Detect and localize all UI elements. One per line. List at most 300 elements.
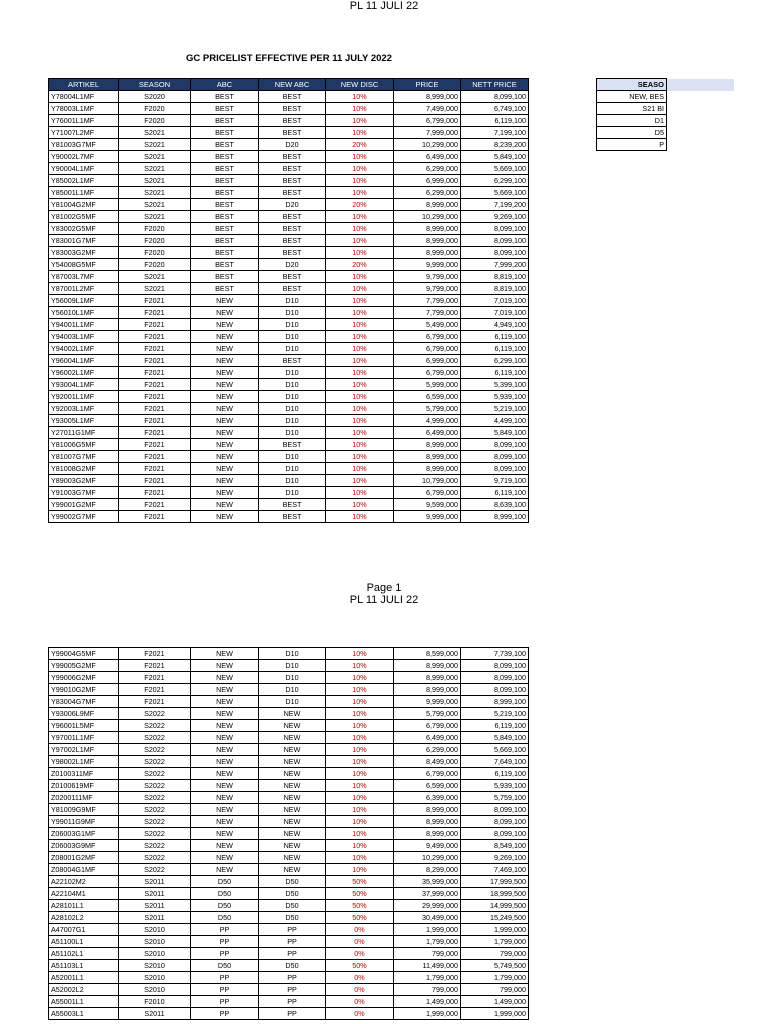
new-disc-cell: 0% <box>326 948 394 960</box>
new-abc-cell: NEW <box>259 864 326 876</box>
season-cell: F2021 <box>119 475 191 487</box>
table-row <box>49 696 529 708</box>
new-abc-cell: D10 <box>259 379 326 391</box>
side-row <box>597 139 735 151</box>
new-abc-cell: NEW <box>259 840 326 852</box>
season-cell: S2021 <box>119 187 191 199</box>
artikel-cell: Y94002L1MF <box>49 343 119 355</box>
artikel-cell: Y81003G7MF <box>49 139 119 151</box>
abc-cell: PP <box>191 984 259 996</box>
artikel-cell: Y96001L5MF <box>49 720 119 732</box>
new-disc-cell: 10% <box>326 319 394 331</box>
nett-price-cell: 5,669,100 <box>461 187 529 199</box>
nett-price-cell: 8,999,100 <box>461 696 529 708</box>
table-row <box>49 151 529 163</box>
table-row <box>49 888 529 900</box>
price-cell: 8,999,000 <box>394 660 461 672</box>
table-row <box>49 391 529 403</box>
new-abc-cell: PP <box>259 972 326 984</box>
price-cell: 8,999,000 <box>394 247 461 259</box>
price-cell: 8,999,000 <box>394 235 461 247</box>
new-abc-cell: BEST <box>259 103 326 115</box>
abc-cell: PP <box>191 996 259 1008</box>
table-row <box>49 780 529 792</box>
season-cell: F2021 <box>119 660 191 672</box>
new-abc-cell: D10 <box>259 307 326 319</box>
new-abc-cell: D10 <box>259 331 326 343</box>
new-abc-cell: D10 <box>259 696 326 708</box>
season-cell: S2020 <box>119 91 191 103</box>
season-cell: F2020 <box>119 223 191 235</box>
nett-price-cell: 5,219,100 <box>461 403 529 415</box>
new-disc-cell: 10% <box>326 235 394 247</box>
artikel-cell: A55003L1 <box>49 1008 119 1020</box>
table-row <box>49 864 529 876</box>
table-row <box>49 984 529 996</box>
nett-price-cell: 7,649,100 <box>461 756 529 768</box>
new-disc-cell: 10% <box>326 427 394 439</box>
new-abc-cell: BEST <box>259 223 326 235</box>
nett-price-cell: 7,469,100 <box>461 864 529 876</box>
new-abc-cell: BEST <box>259 271 326 283</box>
price-cell: 8,999,000 <box>394 439 461 451</box>
abc-cell: NEW <box>191 828 259 840</box>
table-row <box>49 816 529 828</box>
abc-cell: D50 <box>191 888 259 900</box>
nett-price-cell: 1,499,000 <box>461 996 529 1008</box>
nett-price-cell: 4,499,100 <box>461 415 529 427</box>
nett-price-cell: 8,099,100 <box>461 451 529 463</box>
abc-cell: D50 <box>191 960 259 972</box>
abc-cell: NEW <box>191 744 259 756</box>
season-cell: S2010 <box>119 972 191 984</box>
table-row <box>49 499 529 511</box>
side-header-cell: SEASO <box>597 79 667 91</box>
new-disc-cell: 50% <box>326 888 394 900</box>
table-header-row <box>49 79 529 91</box>
abc-cell: NEW <box>191 792 259 804</box>
abc-cell: NEW <box>191 379 259 391</box>
new-abc-cell: D20 <box>259 259 326 271</box>
artikel-cell: Z08001G2MF <box>49 852 119 864</box>
new-disc-cell: 10% <box>326 271 394 283</box>
nett-price-cell: 8,639,100 <box>461 499 529 511</box>
price-cell: 6,799,000 <box>394 343 461 355</box>
new-disc-cell: 10% <box>326 463 394 475</box>
new-disc-cell: 10% <box>326 187 394 199</box>
new-abc-cell: BEST <box>259 163 326 175</box>
table-row <box>49 199 529 211</box>
abc-cell: BEST <box>191 91 259 103</box>
artikel-cell: Y81006G5MF <box>49 439 119 451</box>
new-abc-cell: D10 <box>259 391 326 403</box>
table-row <box>49 139 529 151</box>
new-abc-cell: BEST <box>259 151 326 163</box>
artikel-cell: Y71007L2MF <box>49 127 119 139</box>
season-cell: S2022 <box>119 708 191 720</box>
new-disc-cell: 10% <box>326 331 394 343</box>
season-cell: F2020 <box>119 235 191 247</box>
price-cell: 8,999,000 <box>394 816 461 828</box>
nett-price-cell: 5,219,100 <box>461 708 529 720</box>
table-row <box>49 319 529 331</box>
side-row <box>597 127 735 139</box>
new-disc-cell: 10% <box>326 756 394 768</box>
nett-price-cell: 8,549,100 <box>461 840 529 852</box>
season-cell: F2021 <box>119 319 191 331</box>
artikel-cell: Y99005G2MF <box>49 660 119 672</box>
new-disc-cell: 10% <box>326 672 394 684</box>
new-disc-cell: 10% <box>326 816 394 828</box>
price-cell: 799,000 <box>394 984 461 996</box>
artikel-cell: Y87001L2MF <box>49 283 119 295</box>
price-cell: 8,999,000 <box>394 463 461 475</box>
nett-price-cell: 1,799,000 <box>461 972 529 984</box>
price-cell: 9,499,000 <box>394 840 461 852</box>
new-abc-cell: BEST <box>259 211 326 223</box>
artikel-cell: Y85001L1MF <box>49 187 119 199</box>
table-row <box>49 648 529 660</box>
season-cell: F2021 <box>119 403 191 415</box>
new-disc-cell: 10% <box>326 864 394 876</box>
table-row <box>49 876 529 888</box>
season-cell: F2021 <box>119 343 191 355</box>
artikel-cell: Y97002L1MF <box>49 744 119 756</box>
new-disc-cell: 10% <box>326 744 394 756</box>
artikel-cell: Y81002G5MF <box>49 211 119 223</box>
table-row <box>49 996 529 1008</box>
new-disc-cell: 10% <box>326 792 394 804</box>
new-abc-cell: NEW <box>259 744 326 756</box>
artikel-cell: A51102L1 <box>49 948 119 960</box>
season-cell: S2021 <box>119 139 191 151</box>
season-cell: S2021 <box>119 151 191 163</box>
new-abc-cell: NEW <box>259 720 326 732</box>
artikel-cell: A52001L1 <box>49 972 119 984</box>
price-cell: 7,799,000 <box>394 295 461 307</box>
side-cell: S21 BI <box>597 103 667 115</box>
table-row <box>49 660 529 672</box>
season-cell: F2021 <box>119 427 191 439</box>
price-cell: 5,499,000 <box>394 319 461 331</box>
table-row <box>49 828 529 840</box>
abc-cell: NEW <box>191 804 259 816</box>
nett-price-cell: 7,199,200 <box>461 199 529 211</box>
artikel-cell: Y83004G7MF <box>49 696 119 708</box>
side-cell: D1 <box>597 115 667 127</box>
season-cell: S2021 <box>119 175 191 187</box>
season-cell: S2011 <box>119 888 191 900</box>
nett-price-cell: 5,759,100 <box>461 792 529 804</box>
new-abc-cell: D10 <box>259 319 326 331</box>
nett-price-cell: 8,099,100 <box>461 91 529 103</box>
price-cell: 1,999,000 <box>394 924 461 936</box>
price-cell: 8,999,000 <box>394 199 461 211</box>
new-disc-cell: 10% <box>326 175 394 187</box>
season-cell: S2022 <box>119 864 191 876</box>
new-disc-cell: 50% <box>326 876 394 888</box>
nett-price-cell: 6,119,100 <box>461 768 529 780</box>
table-row <box>49 223 529 235</box>
abc-cell: NEW <box>191 319 259 331</box>
abc-cell: NEW <box>191 439 259 451</box>
price-cell: 6,999,000 <box>394 355 461 367</box>
new-disc-cell: 10% <box>326 780 394 792</box>
table-body-page1 <box>49 91 529 523</box>
table-row <box>49 487 529 499</box>
price-cell: 10,299,000 <box>394 852 461 864</box>
abc-cell: PP <box>191 1008 259 1020</box>
nett-price-cell: 5,399,100 <box>461 379 529 391</box>
abc-cell: NEW <box>191 696 259 708</box>
artikel-cell: Y56010L1MF <box>49 307 119 319</box>
season-cell: S2021 <box>119 271 191 283</box>
artikel-cell: Y83002G5MF <box>49 223 119 235</box>
season-cell: F2010 <box>119 996 191 1008</box>
price-cell: 10,299,000 <box>394 139 461 151</box>
nett-price-cell: 5,749,500 <box>461 960 529 972</box>
price-cell: 11,499,000 <box>394 960 461 972</box>
new-abc-cell: D10 <box>259 403 326 415</box>
new-abc-cell: NEW <box>259 852 326 864</box>
new-abc-cell: BEST <box>259 499 326 511</box>
artikel-cell: Y99002G7MF <box>49 511 119 523</box>
new-abc-cell: PP <box>259 1008 326 1020</box>
new-abc-cell: D20 <box>259 199 326 211</box>
season-cell: F2021 <box>119 648 191 660</box>
new-abc-cell: BEST <box>259 91 326 103</box>
artikel-cell: Z06003G9MF <box>49 840 119 852</box>
table-row <box>49 756 529 768</box>
price-cell: 6,299,000 <box>394 744 461 756</box>
new-abc-cell: PP <box>259 936 326 948</box>
season-cell: F2021 <box>119 499 191 511</box>
table-row <box>49 235 529 247</box>
artikel-cell: Y81007G7MF <box>49 451 119 463</box>
season-cell: S2010 <box>119 936 191 948</box>
season-cell: S2010 <box>119 960 191 972</box>
price-cell: 6,799,000 <box>394 720 461 732</box>
artikel-cell: Z0100619MF <box>49 780 119 792</box>
abc-cell: D50 <box>191 900 259 912</box>
price-cell: 9,799,000 <box>394 283 461 295</box>
price-cell: 8,999,000 <box>394 672 461 684</box>
price-cell: 9,599,000 <box>394 499 461 511</box>
artikel-cell: Y83003G2MF <box>49 247 119 259</box>
table-row <box>49 451 529 463</box>
side-row <box>597 91 735 103</box>
abc-cell: BEST <box>191 115 259 127</box>
abc-cell: BEST <box>191 199 259 211</box>
new-disc-cell: 0% <box>326 1008 394 1020</box>
table-row <box>49 852 529 864</box>
abc-cell: NEW <box>191 355 259 367</box>
price-cell: 6,499,000 <box>394 427 461 439</box>
nett-price-cell: 8,099,100 <box>461 223 529 235</box>
abc-cell: PP <box>191 936 259 948</box>
col-header-season: SEASON <box>119 79 191 91</box>
abc-cell: BEST <box>191 103 259 115</box>
abc-cell: NEW <box>191 780 259 792</box>
nett-price-cell: 8,099,100 <box>461 816 529 828</box>
abc-cell: PP <box>191 972 259 984</box>
season-cell: S2022 <box>119 780 191 792</box>
abc-cell: BEST <box>191 151 259 163</box>
price-table-page2 <box>48 647 529 1020</box>
artikel-cell: Y81008G2MF <box>49 463 119 475</box>
nett-price-cell: 1,999,000 <box>461 1008 529 1020</box>
nett-price-cell: 8,999,100 <box>461 511 529 523</box>
artikel-cell: A28102L2 <box>49 912 119 924</box>
new-disc-cell: 10% <box>326 403 394 415</box>
table-row <box>49 768 529 780</box>
table-row <box>49 307 529 319</box>
new-disc-cell: 10% <box>326 355 394 367</box>
new-disc-cell: 0% <box>326 996 394 1008</box>
side-cell: D5 <box>597 127 667 139</box>
artikel-cell: Y96002L1MF <box>49 367 119 379</box>
table-row <box>49 511 529 523</box>
new-abc-cell: D10 <box>259 451 326 463</box>
artikel-cell: Y83001G7MF <box>49 235 119 247</box>
side-cell: P <box>597 139 667 151</box>
price-cell: 5,799,000 <box>394 708 461 720</box>
season-cell: S2022 <box>119 852 191 864</box>
new-abc-cell: D10 <box>259 463 326 475</box>
artikel-cell: A22104M1 <box>49 888 119 900</box>
nett-price-cell: 6,119,100 <box>461 367 529 379</box>
new-disc-cell: 10% <box>326 439 394 451</box>
season-cell: S2021 <box>119 283 191 295</box>
abc-cell: NEW <box>191 295 259 307</box>
artikel-cell: Y98002L1MF <box>49 756 119 768</box>
season-cell: S2021 <box>119 211 191 223</box>
table-row <box>49 211 529 223</box>
new-abc-cell: NEW <box>259 732 326 744</box>
price-cell: 6,599,000 <box>394 391 461 403</box>
artikel-cell: Y99001G2MF <box>49 499 119 511</box>
table-row <box>49 924 529 936</box>
price-cell: 29,999,000 <box>394 900 461 912</box>
new-disc-cell: 10% <box>326 720 394 732</box>
new-abc-cell: PP <box>259 984 326 996</box>
season-cell: S2022 <box>119 792 191 804</box>
artikel-cell: Y54008G5MF <box>49 259 119 271</box>
new-disc-cell: 20% <box>326 199 394 211</box>
new-disc-cell: 0% <box>326 936 394 948</box>
new-abc-cell: NEW <box>259 804 326 816</box>
abc-cell: BEST <box>191 283 259 295</box>
new-disc-cell: 10% <box>326 103 394 115</box>
season-cell: S2010 <box>119 948 191 960</box>
artikel-cell: Y99010G2MF <box>49 684 119 696</box>
abc-cell: BEST <box>191 187 259 199</box>
new-disc-cell: 10% <box>326 648 394 660</box>
artikel-cell: Y93006L9MF <box>49 708 119 720</box>
table-row <box>49 163 529 175</box>
new-disc-cell: 10% <box>326 732 394 744</box>
price-cell: 6,799,000 <box>394 768 461 780</box>
document-title: GC PRICELIST EFFECTIVE PER 11 JULY 2022 <box>186 53 392 64</box>
table-row <box>49 91 529 103</box>
new-abc-cell: D10 <box>259 660 326 672</box>
price-cell: 6,299,000 <box>394 187 461 199</box>
new-abc-cell: D10 <box>259 475 326 487</box>
season-cell: S2021 <box>119 163 191 175</box>
col-header-nett-price: NETT PRICE <box>461 79 529 91</box>
new-abc-cell: NEW <box>259 792 326 804</box>
table-row <box>49 331 529 343</box>
artikel-cell: A47007G1 <box>49 924 119 936</box>
artikel-cell: Y27011G1MF <box>49 427 119 439</box>
new-disc-cell: 10% <box>326 343 394 355</box>
new-abc-cell: D50 <box>259 888 326 900</box>
new-disc-cell: 10% <box>326 696 394 708</box>
new-disc-cell: 10% <box>326 499 394 511</box>
price-cell: 6,399,000 <box>394 792 461 804</box>
nett-price-cell: 8,099,100 <box>461 439 529 451</box>
price-cell: 35,999,000 <box>394 876 461 888</box>
season-cell: S2021 <box>119 127 191 139</box>
new-disc-cell: 10% <box>326 307 394 319</box>
abc-cell: NEW <box>191 660 259 672</box>
new-abc-cell: D50 <box>259 912 326 924</box>
new-abc-cell: NEW <box>259 756 326 768</box>
season-side-table <box>596 78 735 151</box>
table-row <box>49 343 529 355</box>
price-cell: 8,599,000 <box>394 648 461 660</box>
nett-price-cell: 18,999,500 <box>461 888 529 900</box>
new-abc-cell: BEST <box>259 175 326 187</box>
artikel-cell: Y93004L1MF <box>49 379 119 391</box>
table-row <box>49 127 529 139</box>
new-disc-cell: 10% <box>326 223 394 235</box>
new-abc-cell: NEW <box>259 768 326 780</box>
nett-price-cell: 5,849,100 <box>461 732 529 744</box>
price-cell: 6,999,000 <box>394 175 461 187</box>
abc-cell: NEW <box>191 708 259 720</box>
table-row <box>49 187 529 199</box>
new-disc-cell: 10% <box>326 163 394 175</box>
abc-cell: NEW <box>191 648 259 660</box>
season-cell: S2022 <box>119 840 191 852</box>
artikel-cell: Y81004G2MF <box>49 199 119 211</box>
artikel-cell: Z06003G1MF <box>49 828 119 840</box>
new-abc-cell: BEST <box>259 247 326 259</box>
price-cell: 1,499,000 <box>394 996 461 1008</box>
abc-cell: NEW <box>191 475 259 487</box>
abc-cell: PP <box>191 924 259 936</box>
price-cell: 9,999,000 <box>394 511 461 523</box>
abc-cell: PP <box>191 948 259 960</box>
abc-cell: NEW <box>191 307 259 319</box>
new-disc-cell: 10% <box>326 852 394 864</box>
page2-header: PL 11 JULI 22 <box>349 594 419 606</box>
new-disc-cell: 10% <box>326 295 394 307</box>
new-abc-cell: NEW <box>259 780 326 792</box>
price-cell: 8,999,000 <box>394 684 461 696</box>
price-cell: 9,999,000 <box>394 259 461 271</box>
table-body-page2 <box>49 648 529 1020</box>
new-disc-cell: 10% <box>326 487 394 499</box>
side-header-row <box>597 79 735 91</box>
table-row <box>49 103 529 115</box>
season-cell: F2021 <box>119 451 191 463</box>
new-disc-cell: 0% <box>326 984 394 996</box>
table-row <box>49 283 529 295</box>
new-abc-cell: PP <box>259 924 326 936</box>
artikel-cell: A52002L2 <box>49 984 119 996</box>
